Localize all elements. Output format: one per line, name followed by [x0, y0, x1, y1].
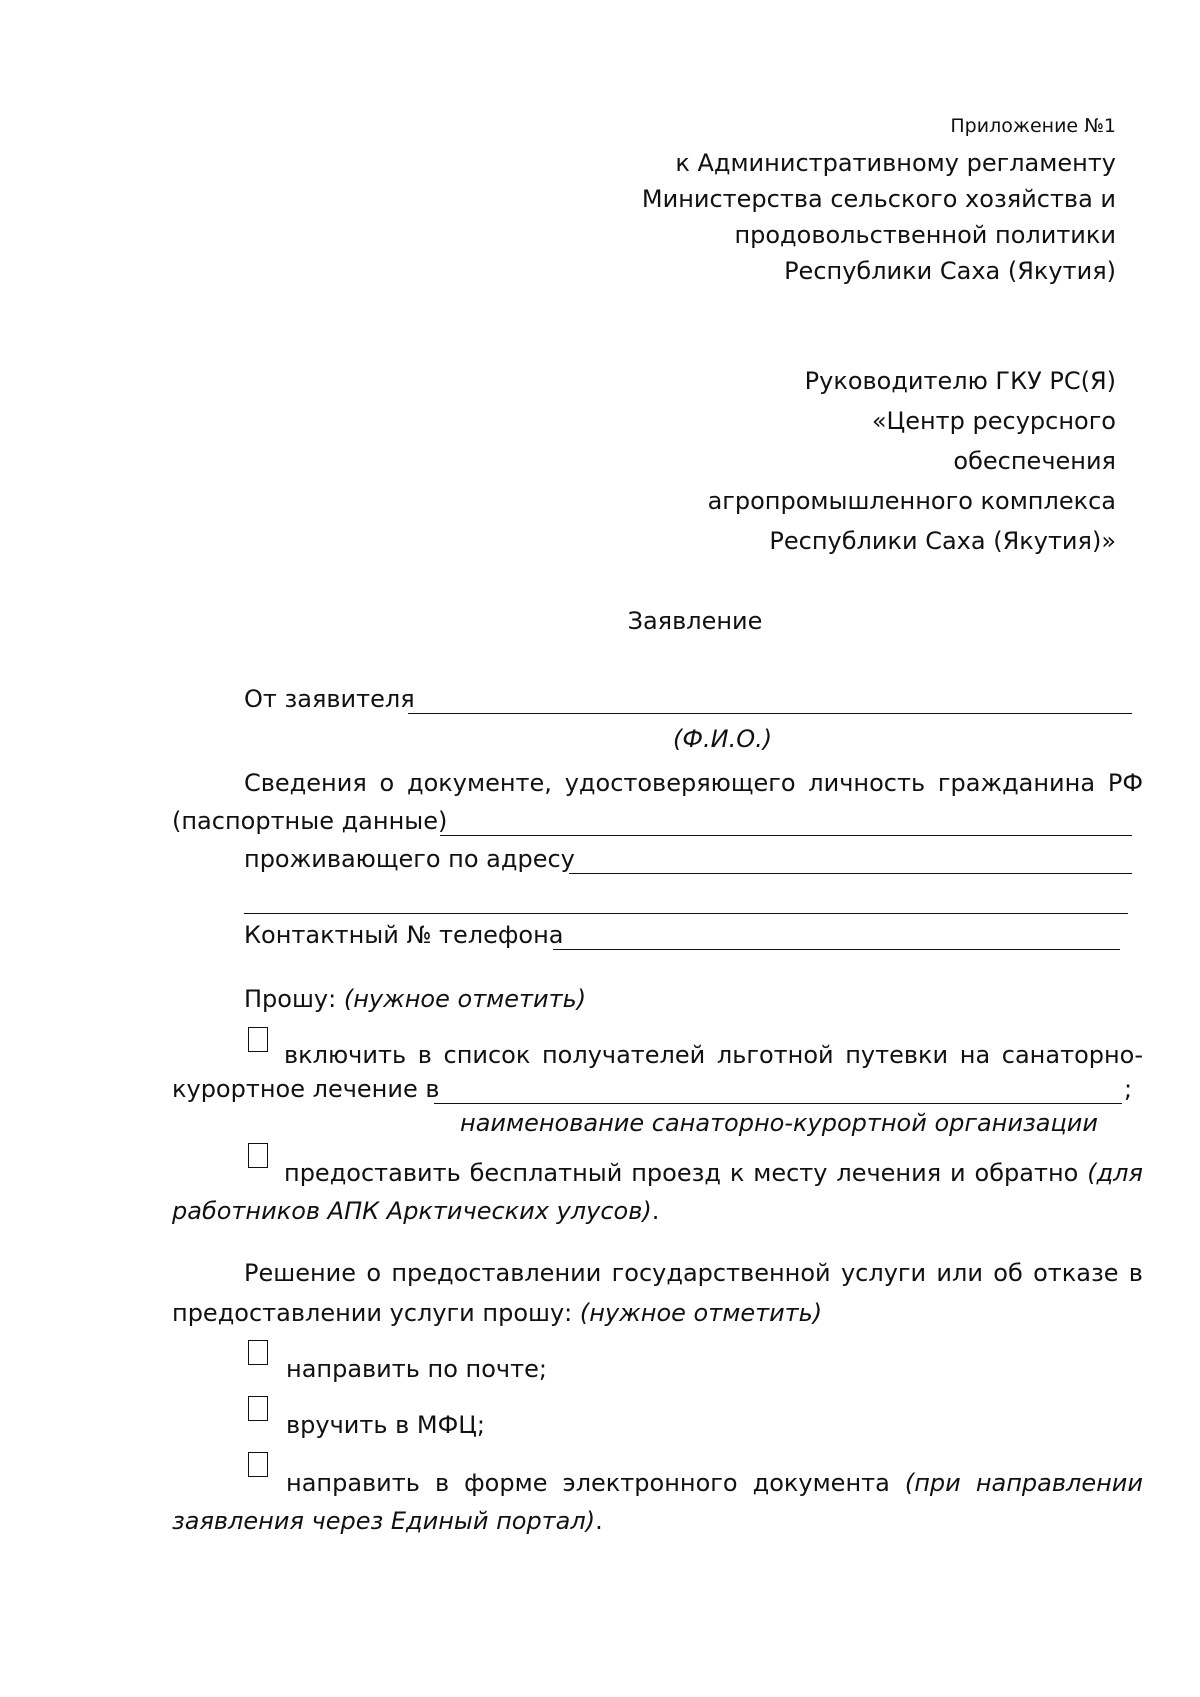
- addressee-line: Республики Саха (Якутия)»: [769, 527, 1116, 555]
- id-document-line: [172, 768, 1143, 798]
- decision-hint: (нужное отметить): [579, 1299, 823, 1327]
- option-post-checkbox[interactable]: [248, 1340, 268, 1365]
- word: включить: [284, 1041, 407, 1069]
- passport-label: (паспортные данные): [172, 807, 448, 835]
- word: (при: [904, 1469, 961, 1497]
- word: предоставлении: [391, 1259, 602, 1287]
- word: льготной: [716, 1041, 834, 1069]
- appendix-line: Республики Саха (Якутия): [784, 257, 1116, 285]
- appendix-line: продовольственной политики: [734, 221, 1116, 249]
- word: направить: [286, 1469, 420, 1497]
- word: РФ: [1107, 769, 1143, 797]
- fio-hint: (Ф.И.О.): [673, 725, 773, 753]
- addressee-line: Руководителю ГКУ РС(Я): [804, 367, 1116, 395]
- word: направлении: [975, 1469, 1143, 1497]
- appendix-line: Министерства сельского хозяйства и: [641, 185, 1116, 213]
- word: об: [993, 1259, 1023, 1287]
- document-title: Заявление: [627, 607, 763, 635]
- address-field[interactable]: [569, 848, 1132, 874]
- option-mfc-label: вручить в МФЦ;: [286, 1411, 485, 1439]
- option-mfc-checkbox[interactable]: [248, 1396, 268, 1421]
- from-applicant-label: От заявителя: [244, 685, 415, 713]
- option-free-travel-hint: (для: [1087, 1159, 1143, 1187]
- word: лечения: [836, 1159, 942, 1187]
- request-hint: (нужное отметить): [343, 985, 587, 1013]
- option-free-travel-end: .: [651, 1197, 660, 1225]
- address-label: проживающего по адресу: [244, 845, 575, 873]
- addressee-line: «Центр ресурсного: [871, 407, 1116, 435]
- word: на: [959, 1041, 991, 1069]
- appendix-line: к Административному регламенту: [675, 149, 1116, 177]
- word: гражданина: [937, 769, 1096, 797]
- option-free-travel-cont: [172, 1196, 659, 1226]
- word: документа: [752, 1469, 890, 1497]
- word: государственной: [611, 1259, 831, 1287]
- word: получателей: [541, 1041, 706, 1069]
- word: и: [950, 1159, 966, 1187]
- word: проезд: [631, 1159, 721, 1187]
- decision-text: предоставлении услуги прошу:: [172, 1299, 573, 1327]
- word: в: [434, 1469, 450, 1497]
- appendix-label: Приложение №1: [950, 115, 1116, 137]
- option-electronic-end: .: [595, 1507, 603, 1535]
- sanatorium-name-field[interactable]: [434, 1078, 1122, 1104]
- word: о: [366, 1259, 382, 1287]
- word: удостоверяющего: [564, 769, 796, 797]
- word: путевки: [845, 1041, 949, 1069]
- word: документе,: [407, 769, 552, 797]
- phone-label: Контактный № телефона: [244, 921, 564, 949]
- address-field-line2[interactable]: [244, 888, 1128, 914]
- word: месту: [753, 1159, 828, 1187]
- word: предоставить: [284, 1159, 461, 1187]
- word: электронного: [562, 1469, 738, 1497]
- word: личность: [808, 769, 926, 797]
- word: Сведения: [244, 769, 367, 797]
- option-free-travel-hint-cont: работников АПК Арктических улусов): [172, 1197, 652, 1225]
- word: или: [936, 1259, 983, 1287]
- option-post-label: направить по почте;: [286, 1355, 547, 1383]
- word: форме: [464, 1469, 548, 1497]
- word: бесплатный: [469, 1159, 623, 1187]
- option-sanatorium-cont: курортное лечение в: [172, 1075, 440, 1103]
- option-electronic-cont: [172, 1506, 603, 1536]
- request-label-line: [244, 984, 586, 1014]
- word: в: [417, 1041, 432, 1069]
- passport-data-field[interactable]: [440, 810, 1132, 836]
- word: услуги: [840, 1259, 927, 1287]
- option-free-travel-line: [172, 1158, 1143, 1188]
- decision-line2: [172, 1298, 822, 1328]
- sanatorium-name-hint: наименование санаторно-курортной организации: [460, 1109, 1098, 1137]
- word: санаторно-: [1001, 1041, 1144, 1069]
- option-electronic-hint-cont: заявления через Единый портал): [172, 1507, 596, 1535]
- decision-line: [172, 1258, 1143, 1288]
- option-sanatorium-line: [172, 1040, 1143, 1070]
- word: к: [729, 1159, 745, 1187]
- applicant-name-field[interactable]: [408, 688, 1132, 714]
- word: отказе: [1033, 1259, 1119, 1287]
- request-label: Прошу:: [244, 985, 337, 1013]
- addressee-line: обеспечения: [953, 447, 1116, 475]
- word: список: [443, 1041, 531, 1069]
- word: Решение: [244, 1259, 357, 1287]
- option-electronic-line: [172, 1468, 1143, 1498]
- option-sanatorium-end: ;: [1124, 1075, 1133, 1103]
- word: обратно: [974, 1159, 1079, 1187]
- phone-field[interactable]: [553, 924, 1120, 950]
- word: о: [379, 769, 395, 797]
- addressee-line: агропромышленного комплекса: [707, 487, 1116, 515]
- word: в: [1128, 1259, 1143, 1287]
